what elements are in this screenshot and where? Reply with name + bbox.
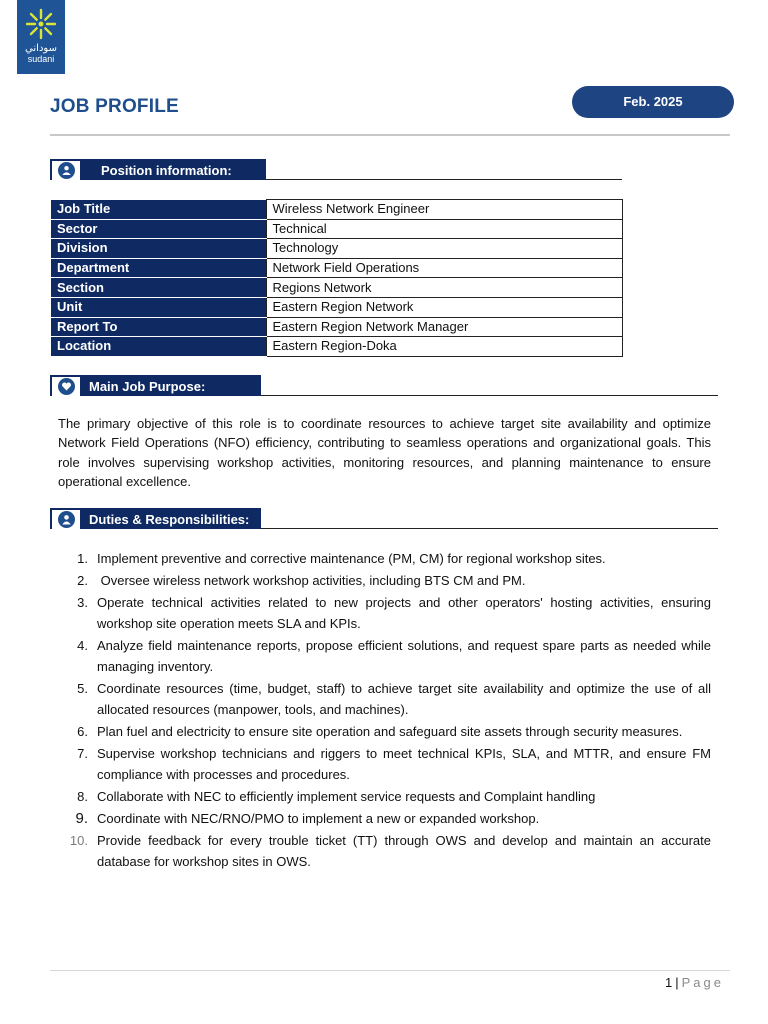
list-item-number: 9. [75, 810, 88, 827]
field-label: Job Title [51, 200, 266, 220]
list-item-text: Implement preventive and corrective maintenance (PM, CM) for regional workshop sites. [97, 551, 606, 566]
list-item-text: Plan fuel and electricity to ensure site operation and safeguard site assets through security measures. [97, 724, 683, 739]
document-title: JOB PROFILE [50, 96, 179, 117]
field-value: Technical [266, 219, 622, 239]
section-rule [266, 179, 622, 180]
table-row [51, 297, 622, 317]
user-icon [58, 511, 75, 528]
field-label: Department [51, 258, 266, 278]
list-item [58, 592, 715, 634]
list-item-text: Coordinate resources (time, budget, staff) to achieve target site availability and optimize the use of all allocated resources (manpower, tools, and machines). [97, 681, 715, 717]
list-item-text: Collaborate with NEC to efficiently implement service requests and Complaint handling [97, 789, 596, 804]
field-value: Network Field Operations [266, 258, 622, 278]
section-tab [50, 159, 266, 180]
logo-arabic-text: سوداني [25, 43, 57, 54]
field-label: Report To [51, 317, 266, 337]
table-row [51, 239, 622, 259]
section-title: Position information: [101, 163, 232, 178]
list-item [58, 808, 711, 829]
section-title: Duties & Responsibilities: [89, 512, 250, 527]
list-item-number: 5. [77, 681, 88, 696]
table-row [51, 278, 622, 298]
page-number: 1 [665, 975, 673, 990]
page-footer [665, 975, 724, 990]
field-label: Location [51, 337, 266, 357]
field-label: Division [51, 239, 266, 259]
list-item-number: 7. [77, 746, 88, 761]
list-item-text: Coordinate with NEC/RNO/PMO to implement a new or expanded workshop. [97, 811, 540, 826]
list-item-number: 2. [77, 573, 88, 588]
footer-separator: | [675, 975, 679, 990]
list-item-text: Supervise workshop technicians and riggers to meet technical KPIs, SLA, and MTTR, and ensure FM compliance with processes and procedures. [97, 746, 715, 782]
field-value: Wireless Network Engineer [266, 200, 622, 220]
logo-english-text: sudani [27, 54, 55, 64]
field-value: Eastern Region-Doka [266, 337, 622, 357]
table-row [51, 317, 622, 337]
list-item-number: 10. [69, 833, 88, 848]
field-value: Regions Network [266, 278, 622, 298]
section-tab [50, 508, 261, 529]
list-item-text: Oversee wireless network workshop activities, including BTS CM and PM. [97, 573, 526, 588]
table-row [51, 258, 622, 278]
sudani-logo [17, 0, 65, 74]
section-title: Main Job Purpose: [89, 379, 206, 394]
list-item-number: 8. [77, 789, 88, 804]
list-item [58, 786, 711, 807]
position-info-table [51, 199, 623, 357]
field-value: Eastern Region Network [266, 297, 622, 317]
list-item [58, 830, 715, 872]
field-value: Eastern Region Network Manager [266, 317, 622, 337]
section-header-purpose [50, 375, 718, 396]
section-header-duties [50, 508, 718, 529]
section-rule [261, 528, 718, 529]
field-label: Sector [51, 219, 266, 239]
list-item [58, 678, 715, 720]
list-item [58, 743, 715, 785]
list-item-number: 1. [77, 551, 88, 566]
section-rule [261, 395, 718, 396]
table-row [51, 337, 622, 357]
list-item-text: Operate technical activities related to new projects and other operators' hosting activities, ensuring workshop site operation meets SLA and KPIs. [97, 595, 715, 631]
list-item-number: 4. [77, 638, 88, 653]
section-header-position [50, 159, 622, 180]
person-icon [58, 162, 75, 179]
page-label: Page [681, 975, 724, 990]
list-item [58, 570, 711, 591]
table-row [51, 200, 622, 220]
table-row [51, 219, 622, 239]
list-item [58, 548, 711, 569]
list-item [58, 721, 711, 742]
list-item-text: Provide feedback for every trouble ticket (TT) through OWS and develop and maintain an accurate database for workshop sites in OWS. [97, 833, 715, 869]
heart-hand-icon [58, 378, 75, 395]
title-divider [50, 134, 730, 136]
purpose-paragraph: The primary objective of this role is to coordinate resources to achieve target site availability and optimize Network Field Operations (NFO) efficiency, contributing to seamless operations and organizational goals. This role involves supervising workshop activities, monitoring resources, and planning maintenance to ensure operational excellence. [58, 416, 711, 489]
date-badge: Feb. 2025 [572, 86, 734, 118]
duties-list [58, 548, 715, 873]
field-label: Section [51, 278, 266, 298]
footer-divider [50, 970, 730, 971]
list-item [58, 635, 715, 677]
field-label: Unit [51, 297, 266, 317]
list-item-number: 6. [77, 724, 88, 739]
section-tab [50, 375, 261, 396]
field-value: Technology [266, 239, 622, 259]
list-item-number: 3. [77, 595, 88, 610]
sun-logo-icon [26, 8, 56, 40]
list-item-text: Analyze field maintenance reports, propose efficient solutions, and request spare parts as needed while managing inventory. [97, 638, 715, 674]
